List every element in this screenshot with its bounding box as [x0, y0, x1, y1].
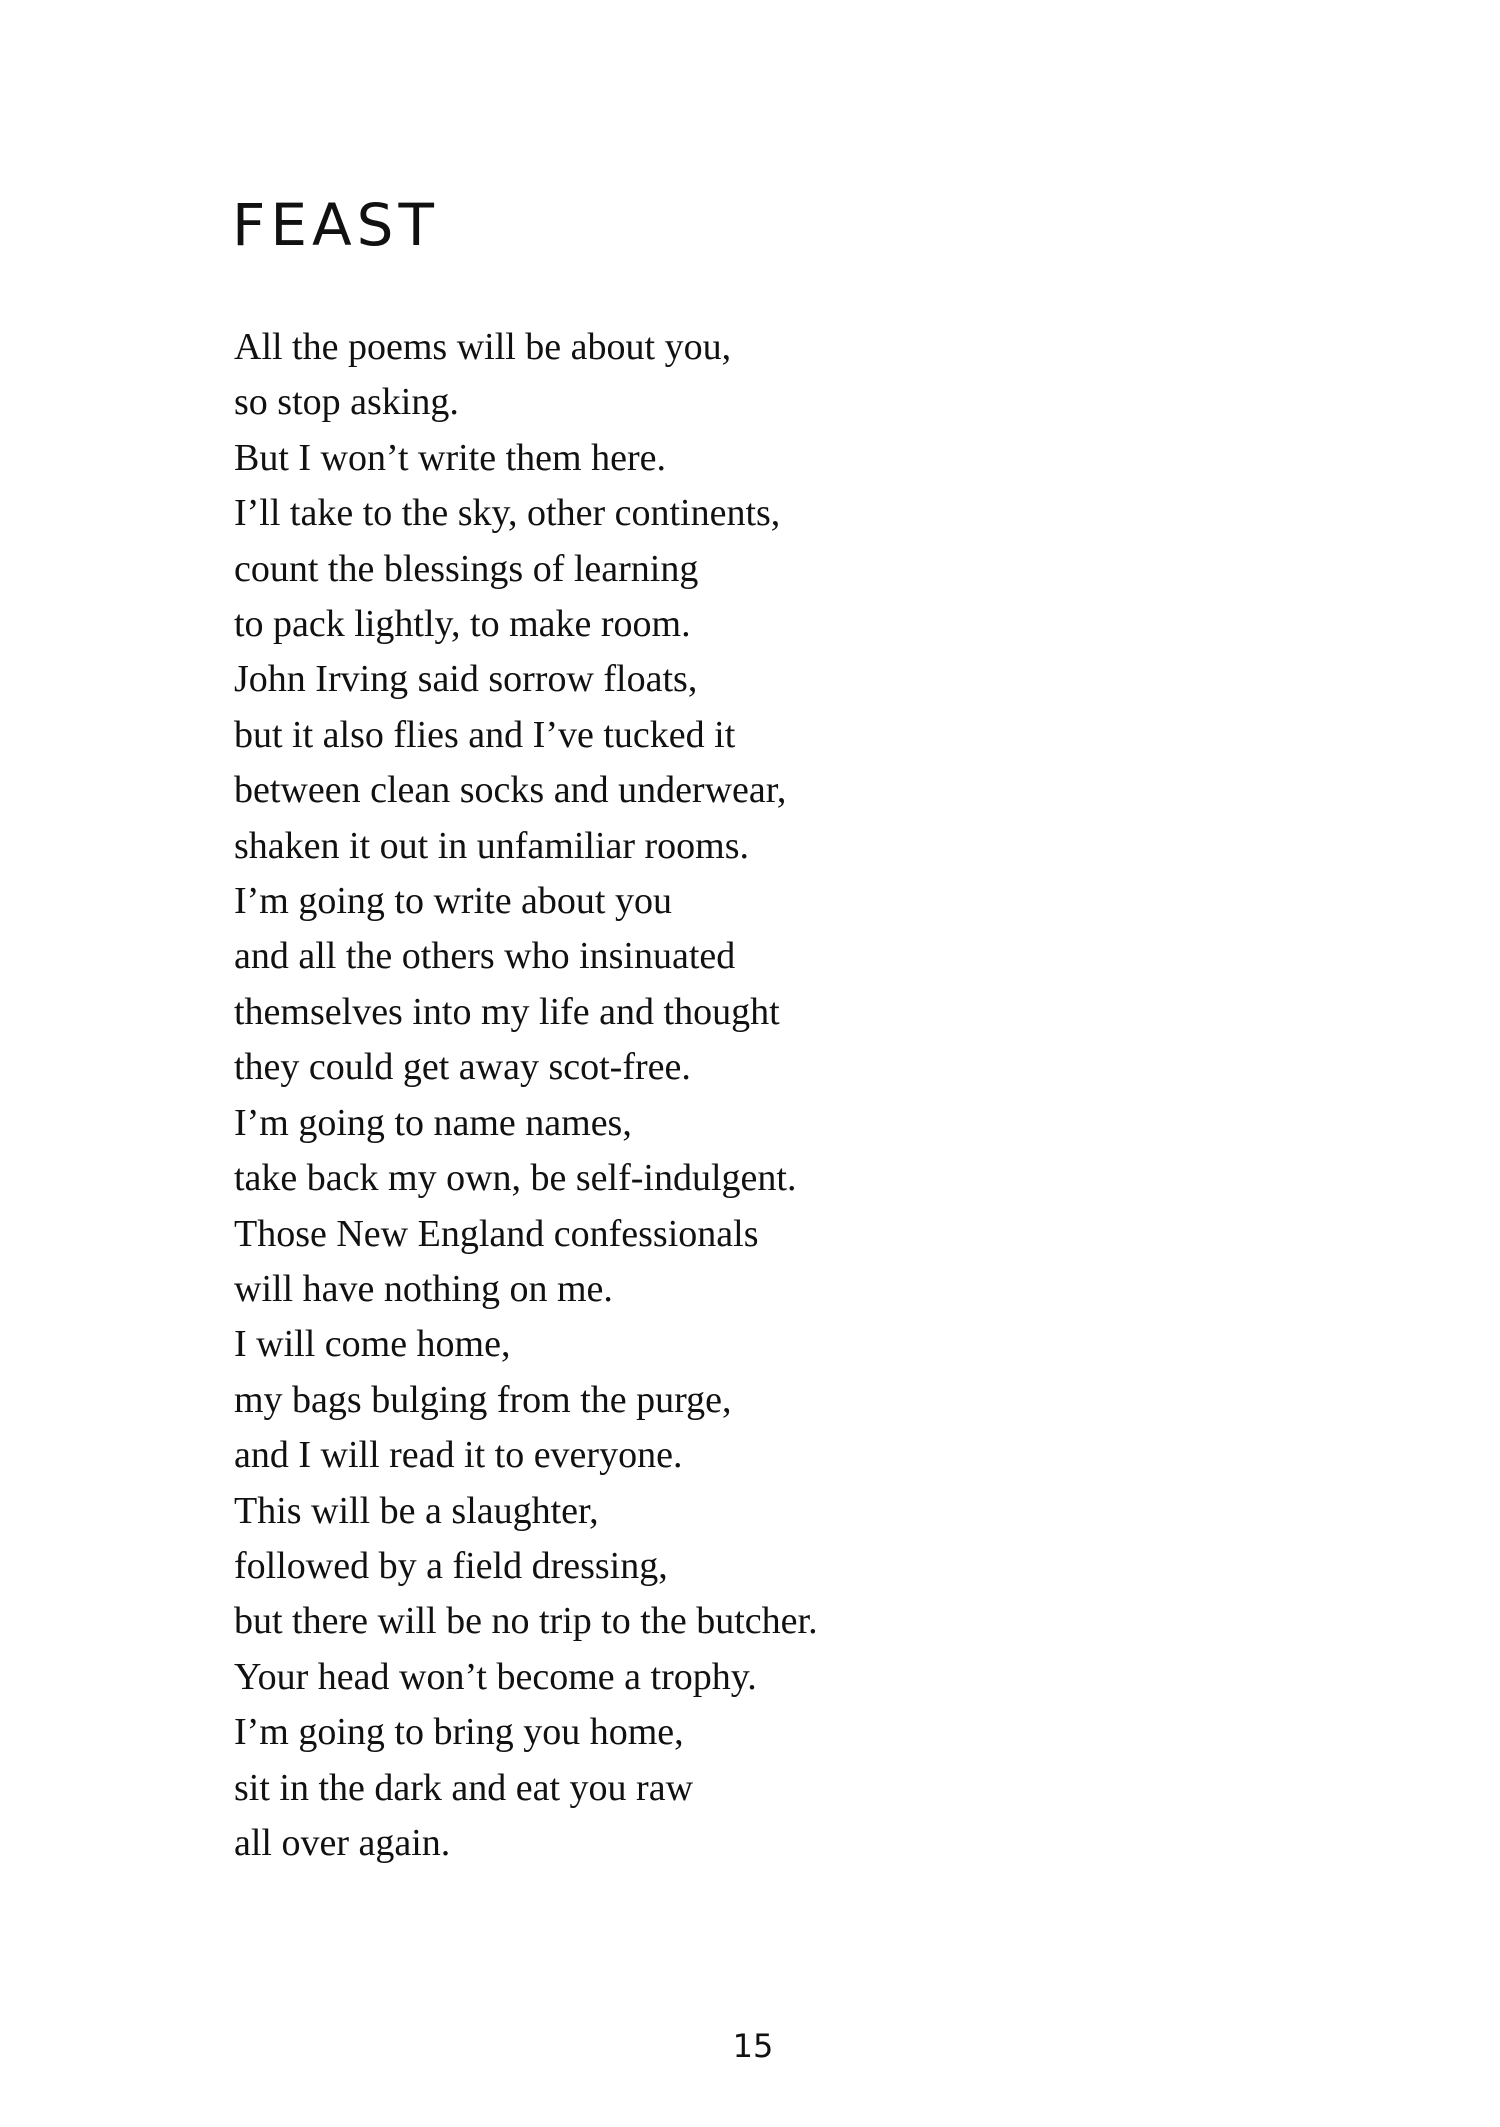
poem-line: will have nothing on me.	[234, 1267, 613, 1310]
poem-line: sit in the dark and eat you raw	[234, 1766, 694, 1809]
poem-title: FEAST	[232, 191, 439, 259]
poem-line: and all the others who insinuated	[234, 935, 736, 978]
poem-line: take back my own, be self-indulgent.	[234, 1157, 797, 1200]
poem-line: I’m going to write about you	[234, 880, 672, 923]
poem-line: between clean socks and underwear,	[234, 769, 787, 812]
poem-line: I’ll take to the sky, other continents,	[234, 492, 781, 535]
poem-line: But I won’t write them here.	[234, 436, 666, 479]
poem-line: I will come home,	[234, 1323, 511, 1366]
poem-line: John Irving said sorrow floats,	[234, 658, 698, 701]
poem-line: shaken it out in unfamiliar rooms.	[234, 824, 750, 867]
poem-line: All the poems will be about you,	[234, 326, 732, 368]
poem-line: Your head won’t become a trophy.	[234, 1655, 757, 1698]
poem-line: I’m going to name names,	[234, 1101, 632, 1144]
poem-line: I’m going to bring you home,	[234, 1711, 684, 1754]
poem-line: count the blessings of learning	[234, 547, 699, 590]
poem-line: so stop asking.	[234, 381, 459, 424]
poem-line: all over again.	[234, 1821, 451, 1864]
poem-line: my bags bulging from the purge,	[234, 1378, 732, 1421]
poem-line: Those New England confessionals	[234, 1212, 759, 1255]
poem-line: they could get away scot-free.	[234, 1046, 691, 1089]
poem-line: and I will read it to everyone.	[234, 1434, 683, 1477]
poem-body	[234, 320, 818, 1871]
page-number: 15	[732, 2027, 774, 2065]
poem-line: but it also flies and I’ve tucked it	[234, 713, 736, 756]
poem-line: to pack lightly, to make room.	[234, 603, 691, 646]
poem-line: themselves into my life and thought	[234, 990, 780, 1033]
poem-line: This will be a slaughter,	[234, 1489, 599, 1532]
poem-line: followed by a field dressing,	[234, 1544, 668, 1587]
poem-line: but there will be no trip to the butcher.	[234, 1600, 818, 1643]
